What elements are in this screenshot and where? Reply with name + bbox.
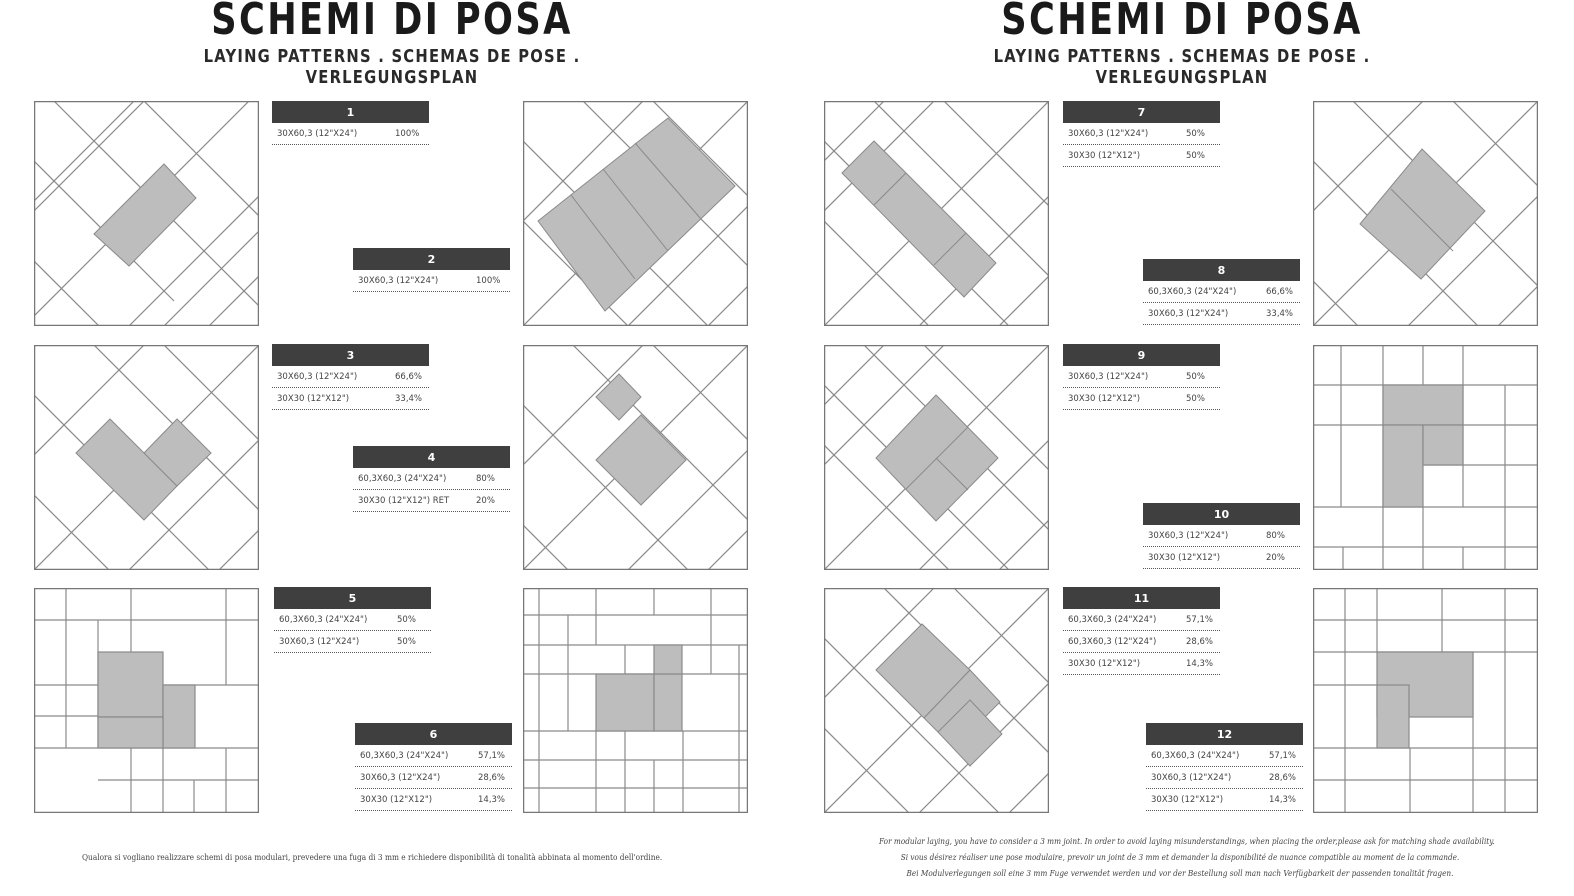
legend-number: 12: [1146, 723, 1303, 745]
tile-size: 30X30 (12"X12"): [1068, 393, 1141, 404]
highlight-tile: [1383, 425, 1423, 507]
pattern-diagram-9: [824, 345, 1049, 570]
legend-row: [1146, 767, 1303, 789]
highlight-tile: [596, 674, 654, 731]
highlight-tile: [654, 645, 682, 674]
highlight-tile: [94, 164, 196, 266]
tile-percentage: 80%: [476, 473, 495, 484]
legend-pattern-10: [1143, 503, 1300, 569]
legend-number: 7: [1063, 101, 1220, 123]
pattern-diagram-11: [824, 588, 1049, 813]
tile-percentage: 33,4%: [1266, 308, 1294, 319]
legend-row: [1063, 609, 1220, 631]
legend-row: [1143, 303, 1300, 325]
tile-size: 60,3X60,3 (24"X24"): [279, 614, 368, 625]
tile-size: 30X30 (12"X12"): [1151, 794, 1224, 805]
legend-row: [353, 270, 510, 292]
legend-row: [1146, 745, 1303, 767]
footnote-french: Si vous désirez réaliser une pose modulaire, prevoir un joint de 3 mm et demander la disponibilité de nuance compatible au moment de la commande.: [900, 853, 1460, 863]
pattern-diagram-4: [523, 345, 748, 570]
highlight-tile: [163, 685, 195, 748]
tile-percentage: 50%: [397, 614, 416, 625]
legend-number: 2: [353, 248, 510, 270]
legend-row: [1143, 525, 1300, 547]
legend-row: [1063, 145, 1220, 167]
legend-row: [1146, 789, 1303, 811]
legend-row: [355, 767, 512, 789]
highlight-tile: [1423, 425, 1463, 465]
legend-number: 8: [1143, 259, 1300, 281]
legend-number: 11: [1063, 587, 1220, 609]
tile-percentage: 20%: [476, 495, 495, 506]
tile-percentage: 50%: [1186, 371, 1205, 382]
legend-row: [1143, 547, 1300, 569]
tile-size: 30X30 (12"X12"): [1068, 658, 1141, 669]
tile-percentage: 14,3%: [1186, 658, 1214, 669]
tile-size: 30X60,3 (12"X24"): [358, 275, 439, 286]
tile-size: 60,3X60,3 (24"X24"): [358, 473, 447, 484]
footnote-english: For modular laying, you have to consider a 3 mm joint. In order to avoid laying misunderstandings, when placing the order,please ask for matching shade availability.: [879, 837, 1495, 847]
highlight-tile: [1377, 685, 1409, 748]
legend-number: 5: [274, 587, 431, 609]
pattern-diagram-8: [1313, 101, 1538, 326]
legend-pattern-12: [1146, 723, 1303, 811]
legend-row: [1063, 388, 1220, 410]
tile-percentage: 33,4%: [395, 393, 423, 404]
legend-row: [355, 789, 512, 811]
legend-row: [1143, 281, 1300, 303]
highlight-tile: [98, 652, 163, 717]
tile-percentage: 100%: [395, 128, 420, 139]
tile-percentage: 28,6%: [1186, 636, 1214, 647]
tile-percentage: 66,6%: [1266, 286, 1294, 297]
tile-percentage: 57,1%: [1269, 750, 1297, 761]
legend-row: [272, 123, 429, 145]
tile-percentage: 50%: [1186, 150, 1205, 161]
legend-row: [1063, 631, 1220, 653]
tile-percentage: 20%: [1266, 552, 1285, 563]
tile-percentage: 80%: [1266, 530, 1285, 541]
tile-percentage: 14,3%: [478, 794, 506, 805]
legend-row: [274, 631, 431, 653]
legend-pattern-1: [272, 101, 429, 145]
pattern-diagram-12: [1313, 588, 1538, 813]
legend-row: [353, 490, 510, 512]
legend-pattern-6: [355, 723, 512, 811]
legend-row: [355, 745, 512, 767]
pattern-diagram-7: [824, 101, 1049, 326]
tile-size: 30X60,3 (12"X24"): [277, 128, 358, 139]
footnote-italian: Qualora si vogliano realizzare schemi di posa modulari, prevedere una fuga di 3 mm e richiedere disponibilità di tonalità abbinata al momento dell'ordine.: [82, 853, 663, 863]
tile-percentage: 28,6%: [478, 772, 506, 783]
legend-number: 3: [272, 344, 429, 366]
pattern-diagram-1: [34, 101, 259, 326]
legend-pattern-3: [272, 344, 429, 410]
tile-size: 30X30 (12"X12"): [277, 393, 350, 404]
legend-number: 9: [1063, 344, 1220, 366]
tile-size: 30X60,3 (12"X24"): [279, 636, 360, 647]
tile-percentage: 50%: [1186, 393, 1205, 404]
tile-size: 30X30 (12"X12"): [360, 794, 433, 805]
tile-size: 30X60,3 (12"X24"): [277, 371, 358, 382]
tile-percentage: 28,6%: [1269, 772, 1297, 783]
tile-size: 60,3X60,3 (24"X24"): [1151, 750, 1240, 761]
pattern-diagram-3: [34, 345, 259, 570]
tile-percentage: 50%: [397, 636, 416, 647]
tile-percentage: 57,1%: [478, 750, 506, 761]
tile-size: 30X60,3 (12"X24"): [1148, 308, 1229, 319]
page-title-left: SCHEMI DI POSA: [211, 0, 573, 45]
highlight-tile: [842, 141, 996, 297]
legend-row: [1063, 653, 1220, 675]
page-subtitle-right: LAYING PATTERNS . SCHEMAS DE POSE . VERLEGUNGSPLAN: [993, 46, 1371, 88]
tile-percentage: 57,1%: [1186, 614, 1214, 625]
tile-size: 60,3X60,3 (24"X24"): [360, 750, 449, 761]
highlight-tile: [98, 717, 163, 748]
tile-percentage: 14,3%: [1269, 794, 1297, 805]
highlight-tile: [596, 374, 641, 420]
legend-row: [272, 366, 429, 388]
legend-pattern-8: [1143, 259, 1300, 325]
tile-percentage: 100%: [476, 275, 501, 286]
legend-row: [274, 609, 431, 631]
tile-percentage: 66,6%: [395, 371, 423, 382]
legend-row: [353, 468, 510, 490]
legend-row: [1063, 123, 1220, 145]
pattern-diagram-6: [523, 588, 748, 813]
pattern-diagram-5: [34, 588, 259, 813]
tile-size: 60,3X60,3 (24"X24"): [1068, 614, 1157, 625]
footnote-german: Bei Modulverlegungen soll eine 3 mm Fuge verwendet werden und vor der Bestellung soll man nach Verfügbarkeit der passenden tonalität fragen.: [906, 869, 1454, 879]
tile-size: 60,3X60,3 (24"X24"): [1148, 286, 1237, 297]
legend-number: 1: [272, 101, 429, 123]
legend-pattern-4: [353, 446, 510, 512]
legend-pattern-2: [353, 248, 510, 292]
legend-pattern-11: [1063, 587, 1220, 675]
legend-row: [272, 388, 429, 410]
tile-size: 30X60,3 (12"X24"): [1151, 772, 1232, 783]
tile-size: 30X30 (12"X12") RET: [358, 495, 450, 506]
legend-number: 10: [1143, 503, 1300, 525]
legend-row: [1063, 366, 1220, 388]
highlight-tile: [1383, 385, 1463, 425]
legend-pattern-7: [1063, 101, 1220, 167]
highlight-tile: [654, 674, 682, 731]
legend-number: 4: [353, 446, 510, 468]
pattern-diagram-10: [1313, 345, 1538, 570]
legend-pattern-5: [274, 587, 431, 653]
pattern-diagram-2: [523, 101, 748, 326]
tile-size: 30X60,3 (12"X24"): [1068, 128, 1149, 139]
tile-size: 30X60,3 (12"X24"): [1068, 371, 1149, 382]
page-subtitle-left: LAYING PATTERNS . SCHEMAS DE POSE . VERLEGUNGSPLAN: [203, 46, 581, 88]
legend-pattern-9: [1063, 344, 1220, 410]
tile-size: 60,3X60,3 (12"X24"): [1068, 636, 1157, 647]
tile-size: 30X60,3 (12"X24"): [360, 772, 441, 783]
tile-size: 30X30 (12"X12"): [1148, 552, 1221, 563]
tile-size: 30X60,3 (12"X24"): [1148, 530, 1229, 541]
page-title-right: SCHEMI DI POSA: [1001, 0, 1363, 45]
tile-percentage: 50%: [1186, 128, 1205, 139]
legend-number: 6: [355, 723, 512, 745]
tile-size: 30X30 (12"X12"): [1068, 150, 1141, 161]
